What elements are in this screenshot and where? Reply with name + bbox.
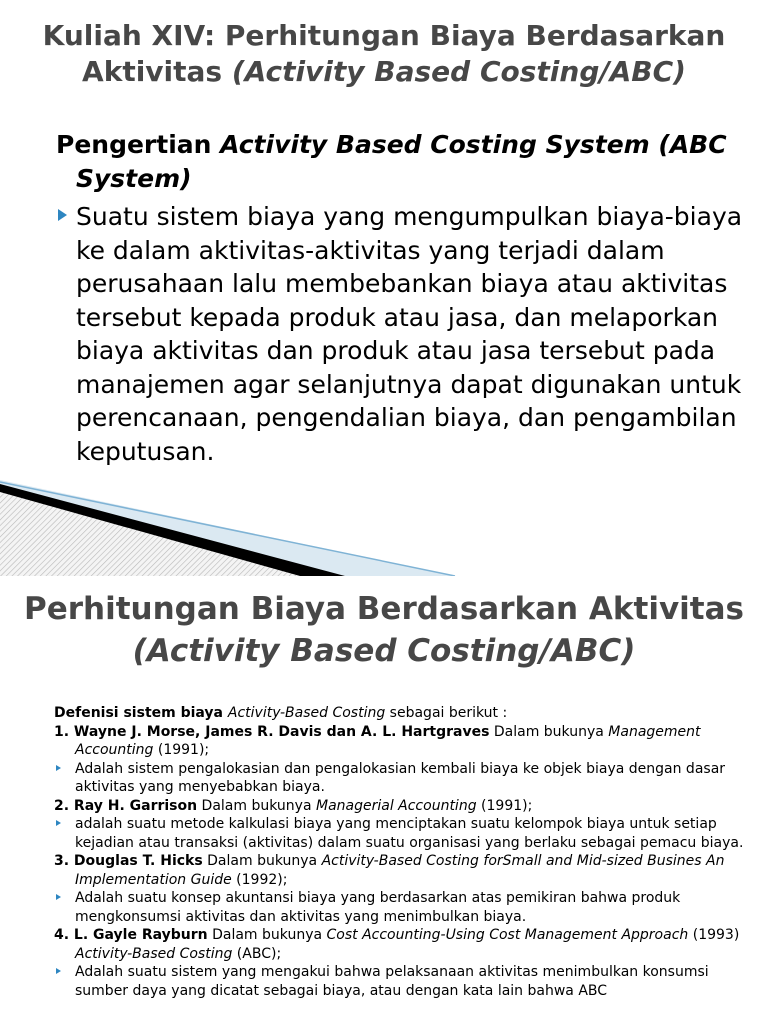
intro-italic: Activity-Based Costing [227, 705, 386, 721]
bullet-arrow-icon [56, 765, 61, 771]
item-2-pre: Dalam bukunya [197, 797, 316, 814]
slide-2-title-italic: (Activity Based Costing/ABC) [132, 633, 636, 669]
slide-1-title [20, 18, 748, 90]
item-2-author: 2. Ray H. Garrison [54, 797, 198, 814]
slide-1-bullet-text: Suatu sistem biaya yang mengumpulkan biaya-biaya ke dalam aktivitas-aktivitas yang terjadi dalam perusahaan lalu membebankan biaya atau aktivitas tersebut kepada produk atau jasa, dan melaporkan biaya aktivitas dan produk atau jasa tersebut pada manajemen agar selanjutnya dapat digunakan untuk perencanaan, pengendalian biaya, dan pengambilan keputusan. [76, 202, 743, 466]
bullet-arrow-icon [58, 209, 67, 221]
item-3-author: 3. Douglas T. Hicks [54, 853, 203, 869]
item-1-desc: Adalah sistem pengalokasian dan pengalokasian kembali biaya ke objek biaya dengan dasar aktivitas yang menyebabkan biaya. [75, 760, 726, 795]
item-1-author: 1. Wayne J. Morse, James R. Davis dan A. L. Hartgraves [54, 723, 490, 740]
item-4-post: (1993) [688, 927, 740, 943]
item-1-book: Management Accounting [75, 723, 701, 758]
slide-1-subtitle [56, 128, 746, 196]
slide-2-title [20, 588, 748, 672]
slide-2-body [54, 704, 744, 1000]
item-2-book: Managerial Accounting [315, 797, 477, 814]
item-4-description [54, 963, 744, 1000]
slide-2-title-normal: Perhitungan Biaya Berdasarkan Aktivitas [24, 591, 744, 627]
bullet-arrow-icon [56, 894, 61, 900]
item-2-post: (1991); [476, 797, 533, 814]
intro-bold: Defenisi sistem biaya [54, 705, 228, 721]
item-4-pre: Dalam bukunya [207, 927, 327, 943]
definition-intro [54, 704, 744, 723]
item-4-book: Cost Accounting-Using Cost Management Approach [326, 927, 689, 943]
bullet-arrow-icon [56, 968, 61, 974]
item-4-desc: Adalah suatu sistem yang mengakui bahwa pelaksanaan aktivitas menimbulkan konsumsi sumber daya yang dicatat sebagai biaya, atau dengan kata lain bahwa ABC [75, 964, 709, 999]
slide-1-subtitle-normal: Pengertian [56, 130, 221, 159]
item-3-post: (1992); [231, 871, 288, 888]
intro-rest: sebagai berikut : [385, 705, 508, 721]
item-4-post2: (ABC); [232, 945, 282, 962]
item-1-description [54, 760, 744, 797]
item-4-author: 4. L. Gayle Rayburn [54, 927, 208, 943]
item-4-book2: Activity-Based Costing [75, 945, 233, 962]
item-2-description [54, 815, 744, 852]
slide-1-title-normal: Kuliah XIV: Perhitungan Biaya Berdasarkan Aktivitas [42, 19, 726, 88]
slide-1-subtitle-italic: Activity Based Costing System (ABC System) [76, 130, 727, 193]
slide-2 [0, 576, 768, 1024]
item-1-post: (1991); [153, 742, 210, 758]
item-4-heading [54, 926, 744, 963]
decorative-swoosh [0, 480, 768, 576]
slide-1-title-italic: (Activity Based Costing/ABC) [231, 55, 686, 88]
item-3-desc: Adalah suatu konsep akuntansi biaya yang berdasarkan atas pemikiran bahwa produk mengkonsumsi aktivitas dan aktivitas yang menimbulkan biaya. [75, 890, 681, 925]
item-3-pre: Dalam bukunya [202, 853, 322, 869]
item-2-heading [54, 797, 744, 816]
item-2-desc: adalah suatu metode kalkulasi biaya yang menciptakan suatu kelompok biaya untuk setiap kejadian atau transaksi (aktivitas) dalam suatu organisasi yang berlaku sebagai pemacu biaya. [75, 816, 744, 851]
item-3-book: Activity-Based Costing forSmall and Mid-sized Busines An Implementation Guide [75, 853, 725, 888]
item-3-heading [54, 852, 744, 889]
bullet-arrow-icon [56, 820, 61, 826]
slide-1-bullet [56, 200, 756, 468]
item-3-description [54, 889, 744, 926]
item-1-heading [54, 723, 744, 760]
item-1-pre: Dalam bukunya [489, 723, 609, 740]
